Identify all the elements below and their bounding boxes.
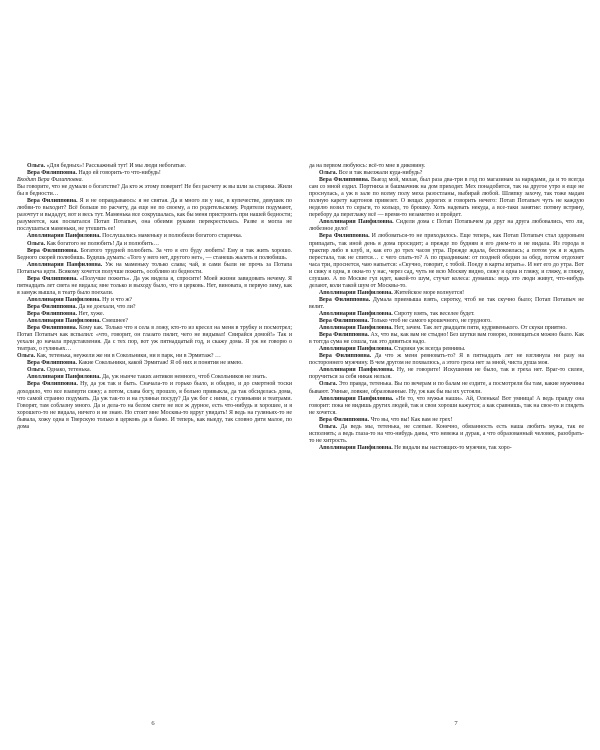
paragraph [17,297,292,304]
paragraph [17,262,292,276]
dialogue-text: Ну и что ж? [100,296,133,303]
speaker-name: Аполлинария Панфиловна. [319,367,395,374]
paragraph [309,396,584,417]
dialogue-text: Послушались маменьку и полюбили богатого старичка. [100,233,243,240]
speaker-name: Аполлинария Панфиловна. [319,325,393,332]
paragraph [17,360,292,367]
dialogue-text: И любоваться-то не приходилось. Еще теперь, как Потап Потапыч стал здоровьем припадать, так иной день я дома просидит; а прежде по будням я его днем-то и не видала. Из города в трактир либо в клуб, и, как его до трех часов утра. Прежде ждала, беспокоилась; а потом уж я и ждать перестала, так не спится… с чего спать-то? А по праздникам: от поздней обедни за обед, потом отдохнет часа три, проснется, чаю напьется: «Скучно, говорит, с тобой. Поеду в карты играть». И нет его до утра. Вот и сижу я одна, в окна-то у нас, через сад, чуть не всю Москву видно, сижу я одна и гляжу, и гляжу, и гляжу, слушаю. А по Москве гул идет, какой-то шум, стучат колеса: думаешь: ведь это люди живут, что-нибудь делают, коли такой шум от Москвы-то. [309,233,584,289]
paragraph [309,290,584,297]
paragraph [17,304,292,311]
speaker-name: Вера Филипповна. [27,275,78,282]
speaker-name: Аполлинария Панфиловна. [27,318,101,325]
dialogue-text: Вы говорите, что не думали о богатстве? Да кто ж этому поверит! Не без расчету ж вы шли за старика. Жили бы в бедности… [17,184,292,198]
dialogue-text: Да не доехали, что ли? [76,303,136,310]
dialogue-text: Кому как. Только что я села в ложу, кто-то из кресел на меня в трубку и посмотрел; Потап Потапыч как вспылил: «что, говорит, он глазато пялит, чего не видывал! Свирайся домой!» Так и уехали до начала представления. Да с тех пор, вот уж пятнадцатый год, и скажу дома. Я уж не говорю о театрах, о гуляньях… [17,325,292,353]
speaker-name: Вера Филипповна. [27,303,77,310]
paragraph [309,233,584,289]
paragraph [17,248,292,262]
dialogue-text: да на первом любуюсь: всё-то мне в диковину. [309,163,426,169]
stage-direction: Входит Вера Филипповна. [17,177,84,184]
speaker-name: Аполлинария Панфиловна. [27,261,103,268]
dialogue-text: Все и так выезжали куда-нибудь? [337,170,423,177]
paragraph [17,381,292,430]
dialogue-text: Как богатого не полюбить! Да и полюбить… [45,240,160,247]
speaker-name: Вера Филипповна. [319,318,369,325]
speaker-name: Аполлинария Панфиловна. [319,346,393,353]
dialogue-text: Смешнее? [100,318,128,325]
paragraph [17,325,292,353]
speaker-name: Вера Филипповна. [27,247,78,254]
speaker-name: Вера Филипповна. [319,416,369,423]
dialogue-text: Что вы, что вы! Как вам не грех! [368,416,453,423]
speaker-name: Аполлинария Панфиловна. [319,310,393,317]
dialogue-text: «Получше пожить». Да уж видела я, спросите! Моей жизни завидовать нечему. Я пятнадцать лет света не видала; мне только и выходу было, что в церковь. Нет, виновата, в первую зиму, как я замуж вышла, в театр было поехали. [17,275,292,296]
dialogue-text: Какие Сокольники, какой Эрмитаж! Я об них и понятия не имею. [76,360,243,367]
paragraph [17,163,292,170]
speaker-name: Аполлинария Панфиловна. [319,395,394,402]
speaker-name: Аполлинария Панфиловна. [319,219,394,226]
speaker-name: Вера Филипповна. [27,360,77,367]
paragraph [309,346,584,353]
paragraph [309,353,584,367]
left-page-number: 6 [151,720,155,727]
speaker-name: Вера Филипповна. [319,332,370,339]
paragraph [309,367,584,381]
speaker-name: Аполлинария Панфиловна. [27,296,101,303]
speaker-name: Вера Филипповна. [319,177,370,184]
paragraph [309,163,584,170]
paragraph [17,241,292,248]
speaker-name: Вера Филипповна. [27,310,77,317]
speaker-name: Вера Филипповна. [27,325,78,332]
speaker-name: Ольга. [319,381,338,388]
right-page-number: 7 [454,720,458,727]
speaker-name: Вера Филипповна. [319,353,372,360]
speaker-name: Вера Филипповна. [27,381,78,388]
paragraph [309,219,584,233]
speaker-name: Вера Филипповна. [319,233,370,240]
dialogue-text: Богатого трудней полюбить. За что я его буду любить! Ему и так жить хорошо. Бедного скорей полюбишь. Будешь думать: «Того у него нет, другого нет», — станешь жалеть и полюбишь. [17,247,292,261]
speaker-name: Ольга. [27,163,46,169]
dialogue-text: «Не то, что мужья наши». Ай, Оленька! Вот умница! А ведь правду она говорит: пока не видишь других людей, так и свои хороши кажутся; а как сравнишь, так на свое-то и глядеть не хочется. [309,395,584,416]
dialogue-text: Нет, зачем. Так лет двадцати пяти, кудрявенького. От скуки приятно. [392,325,567,332]
dialogue-text: Я и не оправдываюсь: я не святая. Да и много ли у нас, в купечестве, девушек по любви-то выходит? Всё больше по расчету, да еще не по своему, а по родительскому. Родители подумают, разочтут и выдадут, вот и весь тут. Маменька все сокрушалась, как бы меня пристроить при нашей бедности; разумеется, как посватался Потап Потапыч, она обеими руками перекрестилась. Разве я могла не послушаться маменьки, не утешить ее! [17,198,292,233]
paragraph [309,332,584,346]
right-page-text [309,163,584,452]
dialogue-text: Житейское море волнуется! [392,289,465,296]
paragraph [17,311,292,318]
paragraph [309,311,584,318]
dialogue-text: Это правда, тетенька. Вы по вечерам и по балам не ездите, а посмотрели бы там, какие мужчины бывают. Умные, ловкие, образованные. Ну, уж как бы вы их устояли. [309,381,584,395]
dialogue-text: Не видали вы настоящих-то мужчин, так хоро- [392,444,512,451]
speaker-name: Аполлинария Панфиловна. [27,233,101,240]
speaker-name: Аполлинария Панфиловна. [27,374,101,381]
speaker-name: Ольга. [319,423,338,430]
dialogue-text: Старики уж всегда ревнивы. [392,346,466,353]
speaker-name: Аполлинария Панфиловна. [319,289,393,296]
dialogue-text: Однако, тетенька. [45,367,92,374]
speaker-name: Ольга. [319,170,338,177]
dialogue-text: «Для бедных»! Расскажный тут! И мы люди небогатые. [45,163,187,169]
dialogue-text: Сидели дома с Потап Потапычем да друг на друга любовались, что ли, любезное дело! [309,219,584,233]
dialogue-text: Только чтоб не самого крошечного, не грудного. [368,318,492,325]
dialogue-text: Выезд мой, милая, был раза два-три в год по магазинам за нарядами, да и то всегда сам со мной ездил. Портниха и башмачник на дом приходят. Мех понадобится, так на другое утро я еще не проснулась, а уж в зале по всему полу меха разостланы, выбирай любой. Шляпку захочу, так тоже мадам полную карету картонов привезет. О вещах дорогих и говорить нечего: Потап Потапыч чуть не каждую неделю возил то серьги, то кольцо, то брошку. Хоть надевать некуда, а все-таки занятие: потяну встряну, перебору да переглажу всё — время-то незаметно и пройдет. [309,177,584,219]
speaker-name: Вера Филипповна. [27,170,77,177]
dialogue-text: Ну, да уж так и быть. Сначала-то и горько было, и обидно, и до смертной тоски доходило, что все взаперти сижу; а потом, слава богу, прошло, я больно привыкла, да так обсиделась дома, что самой странно подумать. Да уж так-то и на гуляньи посуду? Да уж бог с ними, с гуляньями и театрами. Говорят, там соблазну много. Да и дела-то на белом свете не все ж дурное, есть что-нибудь и хорошее, и я хорошего-то не видала, ничего и не знаю. Но стоит мне Москвы-то вдруг увидать! Я ведь на гуляньях-то не бывала, хожу одна в Тверскую только в церковь да в баню. И теперь, как выеду, так словно дитя малое, по дома [17,381,292,430]
dialogue-text: Ну, не говорите! Искушения не было, так и греха нет. Враг-то силен, поручиться за себя никак нельзя. [309,367,584,381]
dialogue-text: Надо ей говорить-то что-нибудь! [76,170,161,177]
speaker-name: Ольга. [27,240,46,247]
dialogue-text: Как, тетенька, неужели же ни в Сокольники, ни в парк, ни в Эрмитаж? … [35,353,221,360]
paragraph [309,417,584,424]
speaker-name: Вера Филипповна. [319,296,371,303]
paragraph [17,233,292,240]
dialogue-text: Да что ж меня ревновать-то? Я в пятнадцать лет не взглянула ни разу на постороннего мужчину. В чем другом не похвалюсь, а этого греха нет за мной, чиста душа моя. [309,353,584,367]
dialogue-text: Да ведь мы, тетенька, не слепые. Конечно, обязанность есть наша любить мужа, так ее исполнять; а ведь глаза-то на что-нибудь даны, что невежа и дурак, а что образованный человек, разобрать-то не хитрость. [309,423,584,444]
dialogue-text: Ах, что вы, как вам не стыдно! Без шутки вам говорю, помещаться можно было. Как в тоггда сума не сошла, так это дивиться надо. [309,332,584,346]
paragraph [309,177,584,219]
paragraph [309,381,584,395]
dialogue-text: Уж на маменьку только слава; чай, и сами были не прочь за Потапа Потапыча идти. Всякому хочется получше пожить, особливо из бедности. [17,261,292,275]
speaker-name: Ольга. [27,367,46,374]
paragraph [309,297,584,311]
speaker-name: Аполлинария Панфиловна. [319,444,393,451]
dialogue-text: Сироту взять, так веселее будет. [392,310,475,317]
paragraph [309,424,584,445]
speaker-name: Ольга. [17,353,36,360]
paragraph [309,445,584,452]
left-page-text [17,163,292,431]
dialogue-text: Нет, хуже. [76,310,105,317]
speaker-name: Вера Филипповна. [27,198,78,205]
paragraph [17,198,292,233]
dialogue-text: Думала приемыша взять, сиротку, чтоб не так скучно было; Потап Потапыч не велит. [309,296,584,310]
paragraph [17,184,292,198]
paragraph [17,276,292,297]
dialogue-text: Да, уж нынче таких антиков немного, чтоб Сокольников не знать. [100,374,267,381]
